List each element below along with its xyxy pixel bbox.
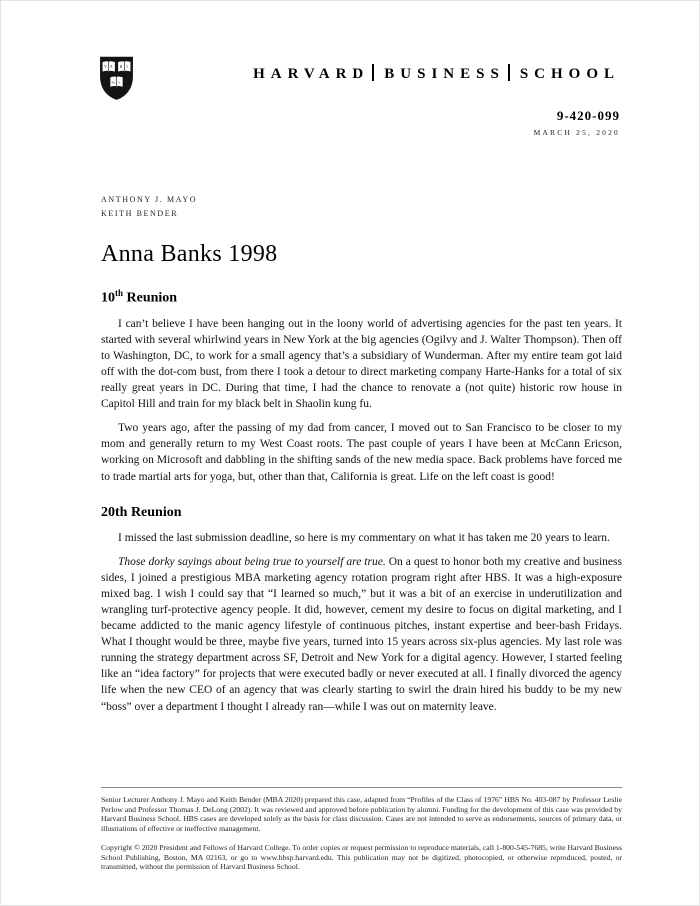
footnote-block xyxy=(101,787,622,881)
italic-lead-in: Those dorky sayings about being true to yourself are true. xyxy=(118,555,386,568)
wordmark-divider xyxy=(372,64,374,81)
author-name: KEITH BENDER xyxy=(101,208,179,218)
wordmark-business: BUSINESS xyxy=(384,66,505,82)
paragraph: Those dorky sayings about being true to yourself are true. On a quest to honor both my creative and business sides, I joined a prestigious MBA marketing agency rotation program right after HBS. It was a high-exposure mixed bag. I wish I could say that “I learned so much,” but it was a bit of an exercise in underutilization and wrangling turf-protective agency people. It did, however, cement my desire to focus on digital marketing, and I became addicted to the manic agency lifestyle of continuous pitches, instant expertise and beer-bash Fridays. What I thought would be three, maybe five years, turned into 15 years across six-plus agencies. My last role was running the strategy department across SF, Detroit and New York for a digital agency. However, I started feeling like an “idea factory” for projects that were executed badly or never executed at all. I finally divorced the agency life when the new CEO of an agency that was clearly starting to swirl the drain hired his buddy to be my new “boss” over a department I thought I already ran—while I was out on maternity leave. xyxy=(101,555,622,713)
paragraph: I missed the last submission deadline, so here is my commentary on what it has taken me 20 years to learn. xyxy=(118,531,610,544)
case-title: Anna Banks 1998 xyxy=(101,241,278,267)
section-heading: 20th Reunion xyxy=(101,504,182,520)
copyright-note: Copyright © 2020 President and Fellows of Harvard College. To order copies or request permission to reproduce materials, call 1-800-545-7685, write Harvard Business School Publishing, Boston, MA 02163, or go to www.hbsp.harvard.edu. This publication may not be digitized, photocopied, or otherwise reproduced, posted, or transmitted, without the permission of Harvard Business School. xyxy=(101,842,622,872)
wordmark-school: SCHOOL xyxy=(519,66,620,82)
svg-text:V: V xyxy=(104,65,107,70)
footnote-divider xyxy=(101,787,622,788)
hbs-wordmark xyxy=(253,64,620,83)
paragraph: I can’t believe I have been hanging out in the loony world of advertising agencies for the past ten years. It started with several whirlwind years in New York at the big agencies (Ogilvy and J. Walter Thompson). Then off to Washington, DC, to work for a small agency that’s a subsidiary of Wunderman. After my entire team got laid off with the dot-com bust, from there I took a detour to direct marketing company Harte-Hanks for a total of six really great years in DC. During that time, I had the chance to renovate a (not quite) historic row house in Capitol Hill and train for my black belt in Shaolin kung fu. xyxy=(101,317,622,411)
svg-text:E: E xyxy=(110,65,113,70)
attribution-note: Senior Lecturer Anthony J. Mayo and Keith Bender (MBA 2020) prepared this case, adapted from “Profiles of the Class of 1976” HBS No. 403-087 by Professor Leslie Perlow and Professor Thomas J. DeLong (2002). It was reviewed and approved before publication by alumni. Funding for the development of this case was provided by Harvard Business School. HBS cases are developed solely as the basis for class discussion. Cases are not intended to serve as endorsements, sources of primary data, or illustrations of effective or ineffective management. xyxy=(101,795,622,834)
paragraph: Two years ago, after the passing of my dad from cancer, I moved out to San Francisco to be closer to my mom and generally return to my West Coast roots. The past couple of years I have been at McCann Ericson, working on Microsoft and dabbling in the shifting sands of the new media space. Back problems have forced me to trade martial arts for yoga, but, other than that, California is great. Life on the left coast is good! xyxy=(101,422,622,483)
ordinal-superscript: th xyxy=(115,288,124,298)
svg-text:I: I xyxy=(126,65,128,70)
veritas-shield-icon xyxy=(98,55,135,102)
section-heading: 10th Reunion xyxy=(101,288,178,306)
wordmark-harvard: HARVARD xyxy=(253,66,370,82)
svg-text:R: R xyxy=(119,65,123,70)
case-date: MARCH 25, 2020 xyxy=(533,128,620,137)
wordmark-divider xyxy=(508,64,510,81)
author-block xyxy=(101,193,622,220)
case-content xyxy=(101,193,622,723)
svg-text:TA: TA xyxy=(111,80,116,85)
hbs-shield-logo xyxy=(98,55,135,102)
case-body xyxy=(101,288,622,715)
svg-text:S: S xyxy=(118,80,120,85)
case-number: 9-420-099 xyxy=(556,108,620,123)
author-name: ANTHONY J. MAYO xyxy=(101,195,198,204)
